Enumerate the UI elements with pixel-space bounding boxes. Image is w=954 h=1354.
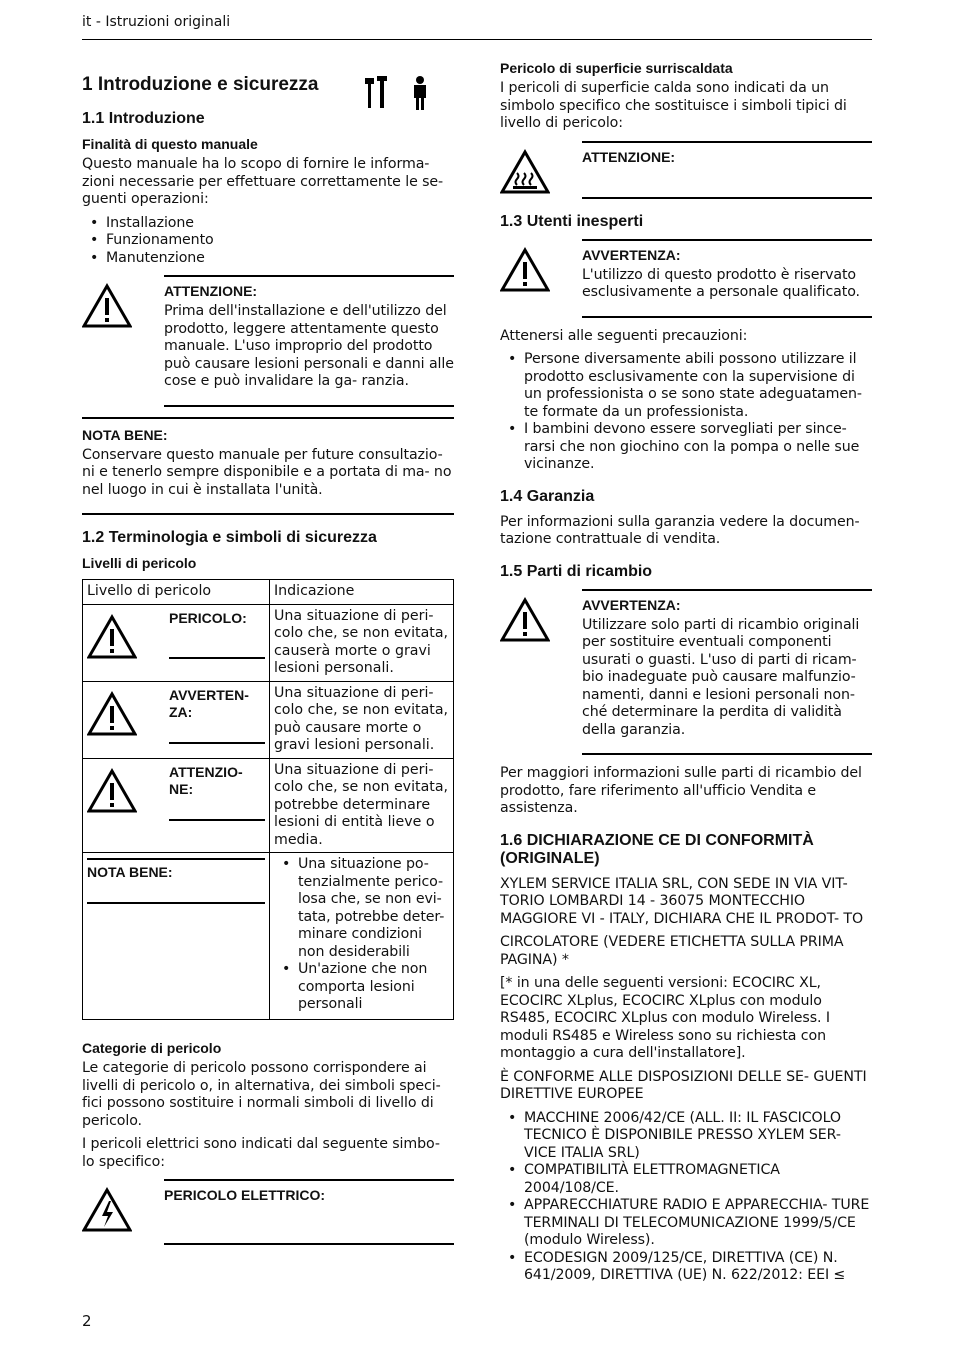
scope-text: Questo manuale ha lo scopo di fornire le informa- zioni necessarie per effettuare correttamente le se- guenti operazioni:: [82, 156, 444, 207]
hot-surface-label: ATTENZIONE:: [582, 148, 676, 165]
hot-surface-heading: Pericolo di superficie surriscaldata: [500, 60, 733, 76]
level-description: Una situazione di peri- colo che, se non evitata, causerà morte o gravi lesioni personali.: [270, 604, 454, 681]
hot-surface-text: I pericoli di superficie calda sono indicati da un simbolo specifico che sostituisce i simboli tipici di livello di pericolo:: [500, 80, 847, 131]
warning-label: AVVERTENZA:: [582, 246, 681, 263]
list-item: • Manutenzione: [82, 250, 454, 268]
level-description: Una situazione di peri- colo che, se non evitata, potrebbe determinare lesioni di entità lieve o media.: [270, 758, 454, 853]
level-label: AVVERTEN- ZA:: [169, 687, 265, 744]
note-text: Conservare questo manuale per future consultazio- ni e tenerlo sempre disponibile e a portata di ma- no nel luogo in cui è installata l'unità.: [82, 446, 452, 498]
list-item: • Persone diversamente abili possono utilizzare il prodotto esclusivamente con la supervisione di un professionista o se sono state adeguatamen- te formate da un professionista.: [500, 351, 872, 421]
subsection-title: 1.5 Parti di ricambio: [500, 562, 653, 580]
tools-and-person-icon: [362, 74, 442, 114]
list-item: • I bambini devono essere sorvegliati per since- rarsi che non giochino con la pompa o nelle sue vicinanze.: [500, 421, 872, 474]
hot-surface-box: [500, 141, 872, 199]
directives-list: [500, 1110, 872, 1285]
electric-hazard-box: [82, 1179, 454, 1245]
levels-heading: Livelli di pericolo: [82, 555, 197, 571]
precautions-text: Attenersi alle seguenti precauzioni:: [500, 327, 748, 344]
declaration-paragraph: XYLEM SERVICE ITALIA SRL, CON SEDE IN VIA VIT- TORIO LOMBARDI 14 - 36075 MONTECCHIO MAGGIORE VI - ITALY, DICHIARA CHE IL PRODOT- TO: [500, 875, 864, 927]
electric-hazard-icon: [82, 1187, 132, 1233]
declaration-paragraph: CIRCOLATORE (VEDERE ETICHETTA SULLA PRIMA PAGINA) *: [500, 934, 844, 968]
precautions-list: [500, 351, 872, 474]
warning-text: Utilizzare solo parti di ricambio originali per sostituire eventuali componenti usurati o guasti. L'uso di parti di ricam- bio inadeguate può causare malfunzio- namenti, danni e lesioni personali non- ché determinare la perdita di validità della garanzia.: [582, 616, 860, 738]
warning-triangle-icon: [87, 614, 137, 660]
hot-surface-icon: [500, 149, 550, 195]
scope-heading: Finalità di questo manuale: [82, 136, 258, 152]
list-item: • Installazione: [82, 215, 454, 233]
note-box: [82, 417, 454, 516]
list-item: • ECODESIGN 2009/125/CE, DIRETTIVA (CE) N. 641/2009, DIRETTIVA (UE) N. 622/2012: EEI ≤: [500, 1250, 872, 1285]
warranty-text: Per informazioni sulla garanzia vedere la documen- tazione contrattuale di vendita.: [500, 513, 860, 547]
caution-label: ATTENZIONE:: [164, 283, 258, 299]
note-level-label: NOTA BENE:: [87, 858, 265, 904]
table-header: Livello di pericolo: [83, 580, 270, 605]
warning-triangle-icon: [87, 768, 137, 814]
categories-text: Le categorie di pericolo possono corrispondere ai livelli di pericolo o, in alternativa, dei simboli speci- fici possono sostituire i normali simboli di livello di pericolo.: [82, 1060, 441, 1129]
list-item: • APPARECCHIATURE RADIO E APPARECCHIA- TURE TERMINALI DI TELECOMUNICAZIONE 1999/5/CE (modulo Wireless).: [500, 1197, 872, 1250]
table-row: [83, 758, 454, 853]
left-column: [82, 58, 454, 1255]
categories-heading: Categorie di pericolo: [82, 1040, 222, 1056]
warning-box: [500, 239, 872, 318]
table-row: [83, 681, 454, 758]
table-header: Indicazione: [270, 580, 454, 605]
list-item: • Una situazione po- tenzialmente perico- losa che, se non evi- tata, potrebbe deter- minare condizioni non desiderabili: [274, 856, 449, 961]
warning-label: AVVERTENZA:: [582, 596, 681, 613]
warning-triangle-icon: [87, 691, 137, 737]
header-rule: [82, 39, 872, 40]
warning-triangle-icon: [500, 597, 550, 643]
level-description: Una situazione di peri- colo che, se non evitata, può causare morte o gravi lesioni personali.: [270, 681, 454, 758]
electric-intro-text: I pericoli elettrici sono indicati dal seguente simbo- lo specifico:: [82, 1136, 440, 1170]
spare-parts-text: Per maggiori informazioni sulle parti di ricambio del prodotto, fare riferimento all'ufficio Vendita e assistenza.: [500, 765, 862, 816]
warning-triangle-icon: [500, 247, 550, 293]
level-label: PERICOLO:: [169, 610, 265, 660]
level-label: ATTENZIO- NE:: [169, 764, 265, 821]
warning-text: L'utilizzo di questo prodotto è riservato esclusivamente a personale qualificato.: [582, 266, 860, 300]
list-item: • Un'azione che non comporta lesioni personali: [274, 961, 449, 1014]
running-header: it - Istruzioni originali: [82, 14, 231, 30]
subsection-title: 1.3 Utenti inesperti: [500, 212, 644, 230]
electric-hazard-label: PERICOLO ELETTRICO:: [164, 1187, 325, 1203]
list-item: • MACCHINE 2006/42/CE (ALL. II: IL FASCICOLO TECNICO È DISPONIBILE PRESSO XYLEM SER- VICE ITALIA SRL): [500, 1110, 872, 1163]
section-title: 1 Introduzione e sicurezza: [82, 74, 319, 95]
subsection-title: 1.4 Garanzia: [500, 487, 595, 505]
hazard-levels-table: [82, 579, 454, 1020]
caution-box: [82, 275, 454, 407]
subsection-title: 1.1 Introduzione: [82, 110, 205, 127]
note-label: NOTA BENE:: [82, 426, 168, 443]
table-row: [83, 604, 454, 681]
warning-triangle-icon: [82, 283, 132, 329]
declaration-paragraph: [* in una delle seguenti versioni: ECOCIRC XL, ECOCIRC XLplus, ECOCIRC XLplus con modulo RS485, ECOCIRC XLplus con modulo Wireless. I moduli RS485 e Wireless sono su richiesta con montaggio a cura dell'installatore].: [500, 975, 830, 1061]
right-column: [500, 60, 872, 1291]
subsection-title: 1.6 DICHIARAZIONE CE DI CONFORMITÀ (ORIGINALE): [500, 831, 814, 867]
scope-list: [82, 215, 454, 268]
subsection-title: 1.2 Terminologia e simboli di sicurezza: [82, 529, 377, 546]
caution-text: Prima dell'installazione e dell'utilizzo del prodotto, leggere attentamente questo manuale. L'uso improprio del prodotto può causare lesioni personali e danni alle cose e può invalidare la ga- ranzia.: [164, 303, 454, 389]
list-item: • Funzionamento: [82, 232, 454, 250]
warning-box: [500, 589, 872, 756]
declaration-paragraph: È CONFORME ALLE DISPOSIZIONI DELLE SE- GUENTI DIRETTIVE EUROPEE: [500, 1068, 867, 1102]
page-number: 2: [82, 1312, 92, 1330]
table-row: [83, 853, 454, 1020]
list-item: • COMPATIBILITÀ ELETTROMAGNETICA 2004/108/CE.: [500, 1162, 872, 1197]
